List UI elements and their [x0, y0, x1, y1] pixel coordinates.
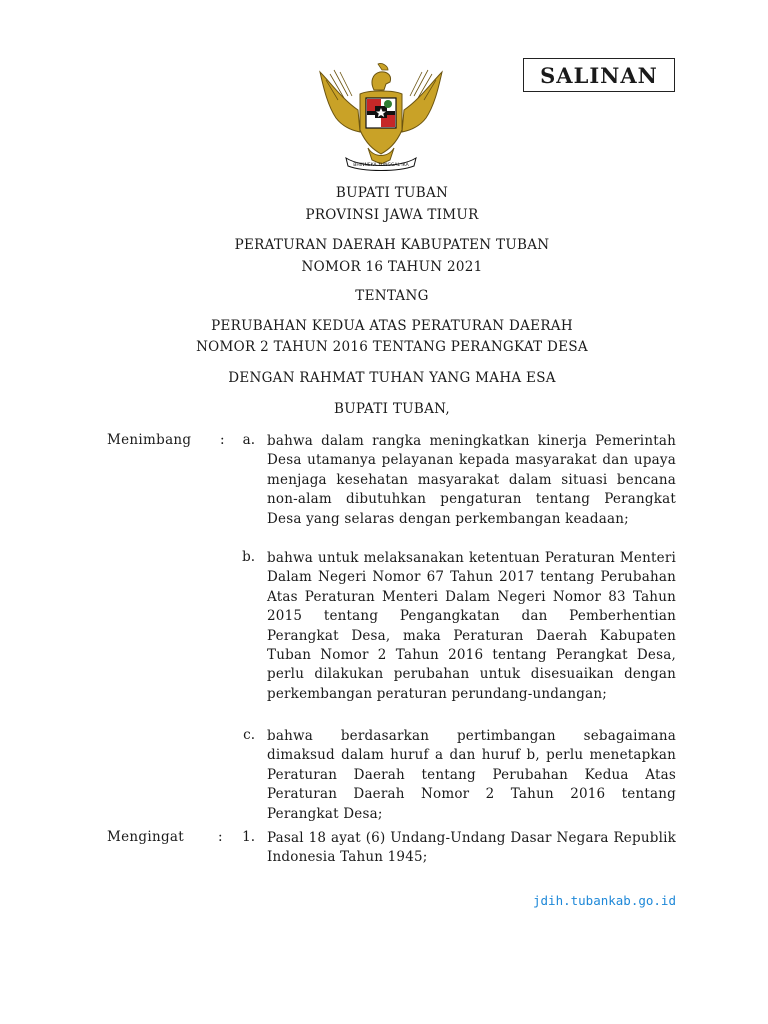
- jdih-link[interactable]: jdih.tubankab.go.id: [533, 893, 676, 908]
- emblem-head: [372, 72, 391, 90]
- menimbang-label: Menimbang: [107, 432, 192, 448]
- mengingat-item-1: Pasal 18 ayat (6) Undang-Undang Dasar Negara Republik Indonesia Tahun 1945;: [267, 830, 676, 866]
- menimbang-marker-a: a.: [242, 432, 255, 448]
- heading-title-line1: PERUBAHAN KEDUA ATAS PERATURAN DAERAH: [211, 318, 573, 334]
- mengingat-marker-1: 1.: [242, 829, 255, 845]
- menimbang-item-a: bahwa dalam rangka meningkatkan kinerja Pemerintah Desa utamanya pelayanan kepada masyarakat dan upaya menjaga kesehatan masyarakat dalam situasi bencana non-alam dibutuhkan pengaturan tentang Perangkat Desa yang selaras dengan perkembangan keadaan;: [267, 433, 676, 527]
- heading-peraturan: PERATURAN DAERAH KABUPATEN TUBAN: [234, 237, 550, 253]
- heading-provinsi: PROVINSI JAWA TIMUR: [305, 207, 479, 223]
- menimbang-marker-b: b.: [242, 549, 255, 565]
- emblem-shield: [366, 98, 396, 128]
- heading-nomor: NOMOR 16 TAHUN 2021: [301, 259, 483, 275]
- garuda-emblem-icon: [318, 60, 444, 174]
- heading-tentang: TENTANG: [355, 288, 429, 304]
- heading-bupati: BUPATI TUBAN: [335, 185, 449, 201]
- heading-bupati-tuban: BUPATI TUBAN,: [334, 401, 450, 417]
- heading-rahmat: DENGAN RAHMAT TUHAN YANG MAHA ESA: [228, 370, 556, 386]
- menimbang-item-c: bahwa berdasarkan pertimbangan sebagaimana dimaksud dalam huruf a dan huruf b, perlu menetapkan Peraturan Daerah tentang Perubahan Kedua Atas Peraturan Daerah Nomor 2 Tahun 2016 tentang Perangkat Desa;: [267, 728, 676, 822]
- salinan-stamp: SALINAN: [523, 58, 675, 92]
- mengingat-colon: :: [218, 829, 223, 845]
- heading-title-line2: NOMOR 2 TAHUN 2016 TENTANG PERANGKAT DESA: [196, 339, 588, 355]
- mengingat-label: Mengingat: [107, 829, 184, 845]
- menimbang-item-b: bahwa untuk melaksanakan ketentuan Peraturan Menteri Dalam Negeri Nomor 67 Tahun 2017 tentang Perubahan Atas Peraturan Menteri Dalam Negeri Nomor 83 Tahun 2015 tentang Pengangkatan dan Pemberhentian Perangkat Desa, maka Peraturan Daerah Kabupaten Tuban Nomor 2 Tahun 2016 tentang Perangkat Desa, perlu dilakukan perubahan untuk disesuaikan dengan perkembangan peraturan perundang-undangan;: [267, 550, 676, 702]
- menimbang-marker-c: c.: [243, 727, 255, 743]
- emblem-motto: BHINNEKA TUNGGAL IKA: [353, 163, 409, 168]
- menimbang-colon: :: [220, 432, 225, 448]
